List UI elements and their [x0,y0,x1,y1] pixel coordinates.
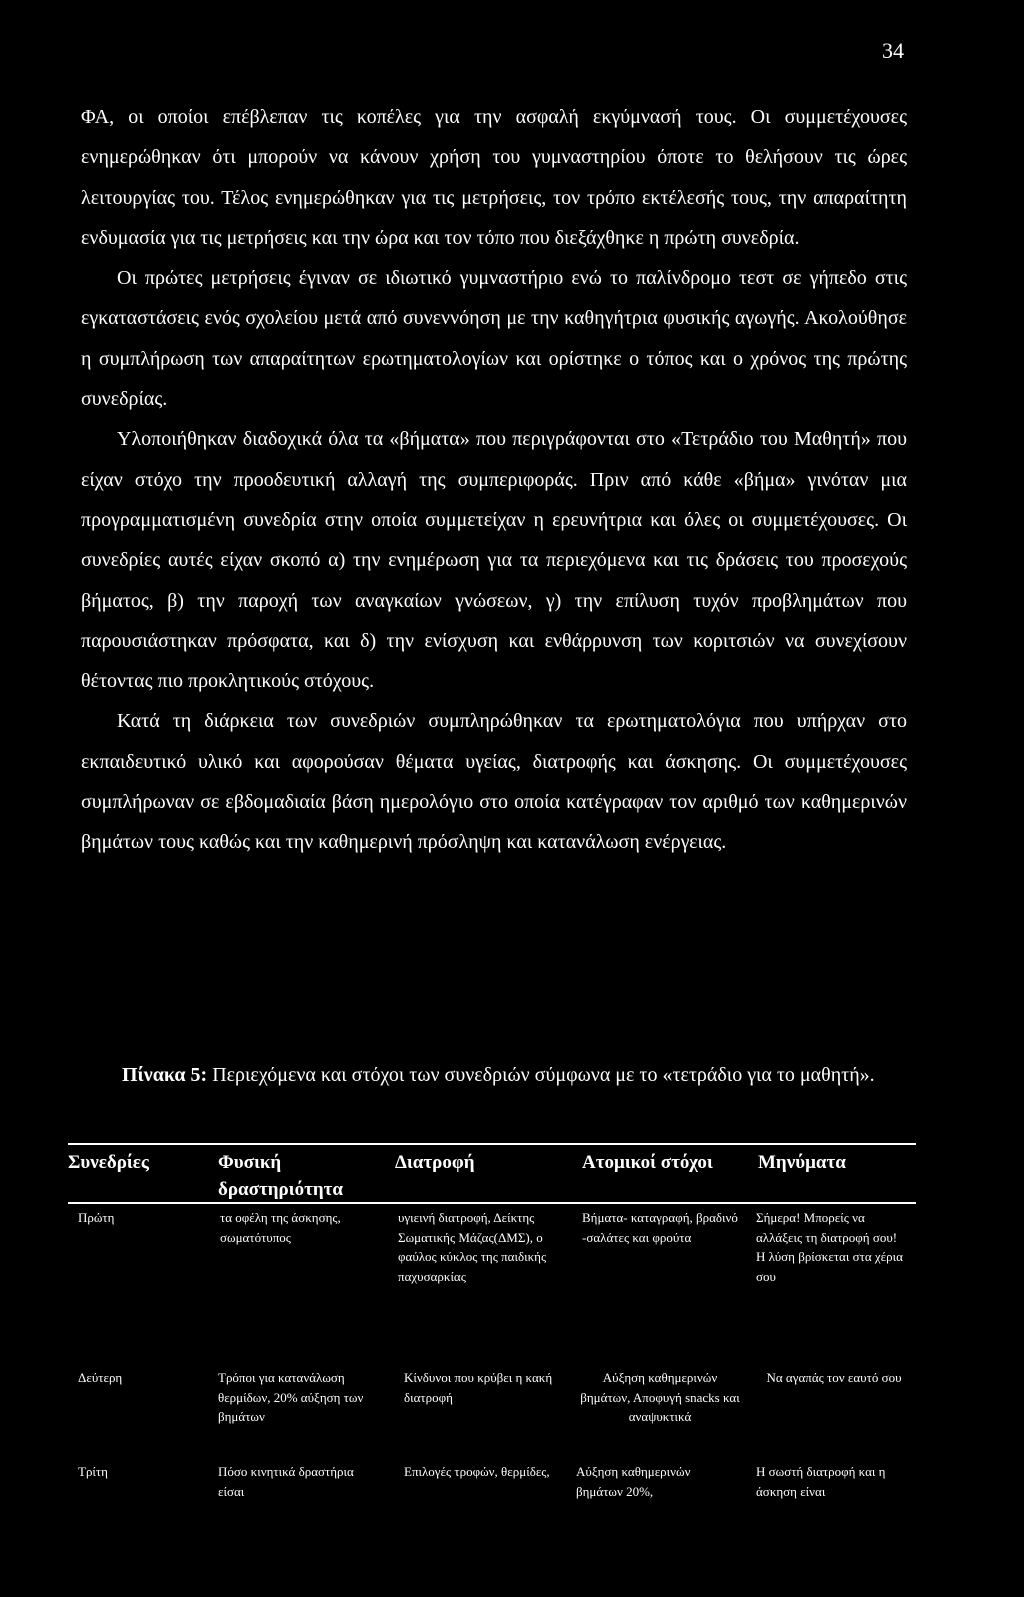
table-cell-nutrition: Κίνδυνοι που κρύβει η κακή διατροφή [404,1370,553,1405]
paragraph-1: ΦΑ, οι οποίοι επέβλεπαν τις κοπέλες για την ασφαλή εκγύμνασή τους. Οι συμμετέχουσες ενημερώθηκαν ότι μπορούν να κάνουν χρήση του γυμναστηρίου όποτε το θελήσουν τις ώρες λειτουργίας του. Τέλος ενημερώθηκαν για τις μετρήσεις, τον τρόπο εκτέλεσής τους, την απαραίτητη ενδυμασία για τις μετρήσεις και την ώρα και τον τόπο που διεξάχθηκε η πρώτη συνεδρία. [81,106,907,249]
table-cell-nutrition: Επιλογές τροφών, θερμίδες, [404,1464,550,1479]
table-header-messages: Μηνύματα [758,1152,846,1173]
table-cell-goals: Βήματα- καταγραφή, βραδινό -σαλάτες και φρούτα [582,1210,738,1245]
table-cell-physical: τα οφέλη της άσκησης, σωματότυπος [220,1210,341,1245]
table-cell-session: Πρώτη [78,1210,115,1225]
table-cell-messages: Η σωστή διατροφή και η άσκηση είναι [756,1464,886,1499]
body-text [81,97,907,863]
table-cell-messages: Σήμερα! Μπορείς να αλλάξεις τη διατροφή σου! Η λύση βρίσκεται στα χέρια σου [756,1210,903,1284]
paragraph-3: Υλοποιήθηκαν διαδοχικά όλα τα «βήματα» που περιγράφονται στο «Τετράδιο του Μαθητή» που είχαν στόχο την προοδευτική αλλαγή της συμπεριφοράς. Πριν από κάθε «βήμα» γινόταν μια προγραμματισμένη συνεδρία στην οποία συμμετείχαν η ερευνήτρια και όλες οι συμμετέχουσες. Οι συνεδρίες αυτές είχαν σκοπό α) την ενημέρωση για τα περιεχόμενα και τις δράσεις του προσεχούς βήματος, β) την παροχή των αναγκαίων γνώσεων, γ) την επίλυση τυχόν προβλημάτων που παρουσιάστηκαν πρόσφατα, και δ) την ενίσχυση και ενθάρρυνση των κοριτσιών να συνεχίσουν θέτοντας πιο προκλητικούς στόχους. [81,428,907,693]
table-header-nutrition: Διατροφή [395,1152,475,1173]
table-cell-session: Δεύτερη [78,1370,123,1385]
table-cell-session: Τρίτη [78,1464,108,1479]
table-cell-messages: Να αγαπάς τον εαυτό σου [766,1370,902,1385]
table-header-personal-goals: Ατομικοί στόχοι [582,1152,713,1173]
page-number: 34 [882,38,904,63]
table-caption-text: Περιεχόμενα και στόχοι των συνεδριών σύμφωνα με το «τετράδιο για το μαθητή». [207,1064,875,1086]
table-cell-physical: Τρόποι για κατανάλωση θερμίδων, 20% αύξηση των βημάτων [218,1370,364,1424]
table-cell-nutrition: υγιεινή διατροφή, Δείκτης Σωματικής Μάζας(ΔΜΣ), ο φαύλος κύκλος της παιδικής παχυσαρκίας [398,1210,547,1284]
table-cell-goals: Αύξηση καθημερινών βημάτων 20%, [576,1464,691,1499]
table-caption [81,1052,907,1098]
table-caption-label: Πίνακα 5: [122,1064,208,1086]
table-header-sessions: Συνεδρίες [68,1152,149,1173]
table-header-rule [68,1202,916,1204]
paragraph-2: Οι πρώτες μετρήσεις έγιναν σε ιδιωτικό γυμναστήριο ενώ το παλίνδρομο τεστ σε γήπεδο στις εγκαταστάσεις ενός σχολείου μετά από συνεννόηση με την καθηγήτρια φυσικής αγωγής. Ακολούθησε η συμπλήρωση των απαραίτητων ερωτηματολογίων και ορίστηκε ο τόπος και ο χρόνος της πρώτης συνεδρίας. [81,267,907,411]
table-cell-physical: Πόσο κινητικά δραστήρια είσαι [218,1464,354,1499]
table-header-physical-activity: Φυσική δραστηριότητα [218,1152,343,1200]
table-cell-goals: Αύξηση καθημερινών βημάτων, Αποφυγή snacks και αναψυκτικά [580,1370,740,1424]
paragraph-4: Κατά τη διάρκεια των συνεδριών συμπληρώθηκαν τα ερωτηματολόγια που υπήρχαν στο εκπαιδευτικό υλικό και αφορούσαν θέματα υγείας, διατροφής και άσκησης. Οι συμμετέχουσες συμπλήρωναν σε εβδομαδιαία βάση ημερολόγιο στο οποία κατέγραφαν τον αριθμό των καθημερινών βημάτων τους καθώς και την καθημερινή πρόσληψη και κατανάλωση ενέργειας. [81,710,907,854]
table-top-rule [68,1143,916,1145]
